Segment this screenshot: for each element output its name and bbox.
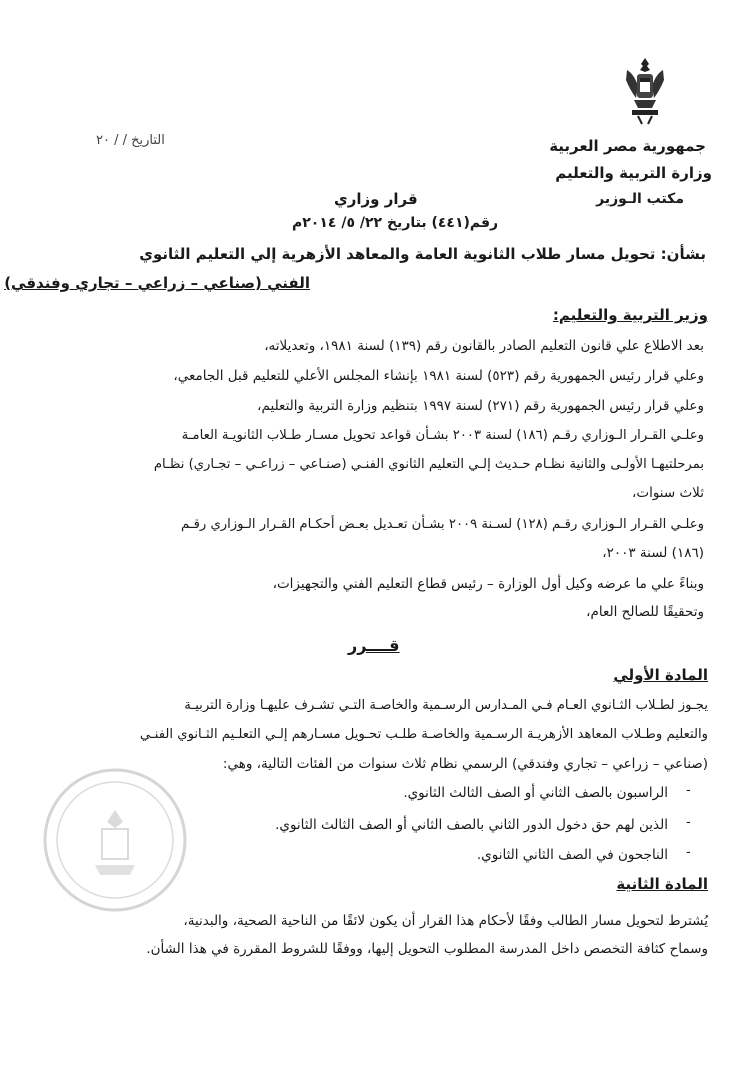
eagle-emblem-icon [622, 56, 668, 126]
republic-name: جمهورية مصر العربية [549, 137, 706, 155]
subject-line-2: الفني (صناعي – زراعي – تجاري وفندقي) [4, 274, 310, 292]
list-item: الناجحون في الصف الثاني الثانوي. [476, 847, 668, 863]
preamble-line: وعلي قرار رئيس الجمهورية رقم (٥٢٣) لسنة ١٩٨١ بإنشاء المجلس الأعلي للتعليم قبل الجامعي، [173, 368, 704, 384]
subject-line-1: بشأن: تحويل مسار طلاب الثانوية العامة والمعاهد الأزهرية إلي التعليم الثانوي [139, 245, 706, 263]
official-stamp-icon [40, 765, 190, 915]
list-bullet: - [686, 815, 691, 830]
list-item: الذين لهم حق دخول الدور الثاني بالصف الثاني أو الصف الثالث الثانوي. [275, 817, 668, 833]
list-bullet: - [686, 845, 691, 860]
article-1-line: والتعليم وطـلاب المعاهد الأزهريـة الرسـمية والخاصـة طلـب تحـويل مسـارهم إلـي التعلـيم الثـانوي الفنـي [139, 727, 708, 742]
preamble-line: وعلي قرار رئيس الجمهورية رقم (٢٧١) لسنة ١٩٩٧ بتنظيم وزارة التربية والتعليم، [257, 398, 704, 414]
preamble-line: (١٨٦) لسنة ٢٠٠٣، [602, 545, 704, 561]
date-field: التاريخ / / ٢٠ [96, 133, 165, 148]
preamble-line: وتحقيقًا للصالح العام، [586, 604, 704, 620]
list-bullet: - [686, 783, 691, 798]
decree-title: قرار وزاري [334, 190, 418, 208]
office-name: مكتب الـوزير [596, 191, 684, 207]
minister-heading: وزير التربية والتعليم: [552, 306, 708, 324]
preamble-line: وبناءً علي ما عرضه وكيل أول الوزارة – رئيس قطاع التعليم الفني والتجهيزات، [272, 576, 704, 592]
decision-word: قــــرر [348, 636, 400, 655]
preamble-line: بمرحلتيهـا الأولـى والثانية نظـام حـديث إلـي التعليم الثانوي الفنـي (صنـاعي – زراعـي – تجـاري) نظـام [153, 457, 704, 472]
article-2-line: وسماح كثافة التخصص داخل المدرسة المطلوب التحويل إليها، ووفقًا للشروط المقررة في هذا الشأن. [146, 941, 708, 957]
preamble-line: وعلـي القـرار الـوزاري رقـم (١٢٨) لسـنة ٢٠٠٩ بشـأن تعـديل بعـض أحكـام القـرار الـوزاري رقـم [180, 517, 704, 532]
article-2-heading: المادة الثانية [616, 875, 708, 893]
article-1-heading: المادة الأولي [613, 666, 708, 684]
article-1-line: (صناعي – زراعي – تجاري وفندقي) الرسمي نظام ثلاث سنوات من الفئات التالية، وهي: [222, 756, 708, 772]
ministry-name: وزارة التربية والتعليم [555, 164, 712, 182]
preamble-line: وعلـي القـرار الـوزاري رقـم (١٨٦) لسنة ٢٠٠٣ بشـأن قواعد تحويل مسـار طـلاب الثانويـة العامـة [181, 428, 704, 443]
list-item: الراسبون بالصف الثاني أو الصف الثالث الثانوي. [403, 785, 668, 801]
article-1-line: يجـوز لطـلاب الثـانوي العـام فـي المـدارس الرسـمية والخاصـة التـي تشـرف عليهـا وزارة التربيـة [184, 698, 708, 713]
article-2-line: يُشترط لتحويل مسار الطالب وفقًا لأحكام هذا القرار أن يكون لائقًا من الناحية الصحية، والبدنية، [183, 913, 708, 929]
preamble-line: بعد الاطلاع علي قانون التعليم الصادر بالقانون رقم (١٣٩) لسنة ١٩٨١، وتعديلاته، [264, 338, 704, 354]
decree-number: رقم(٤٤١) بتاريخ ٢٢/ ٥/ ٢٠١٤م [292, 215, 499, 231]
preamble-line: ثلاث سنوات، [632, 485, 704, 501]
